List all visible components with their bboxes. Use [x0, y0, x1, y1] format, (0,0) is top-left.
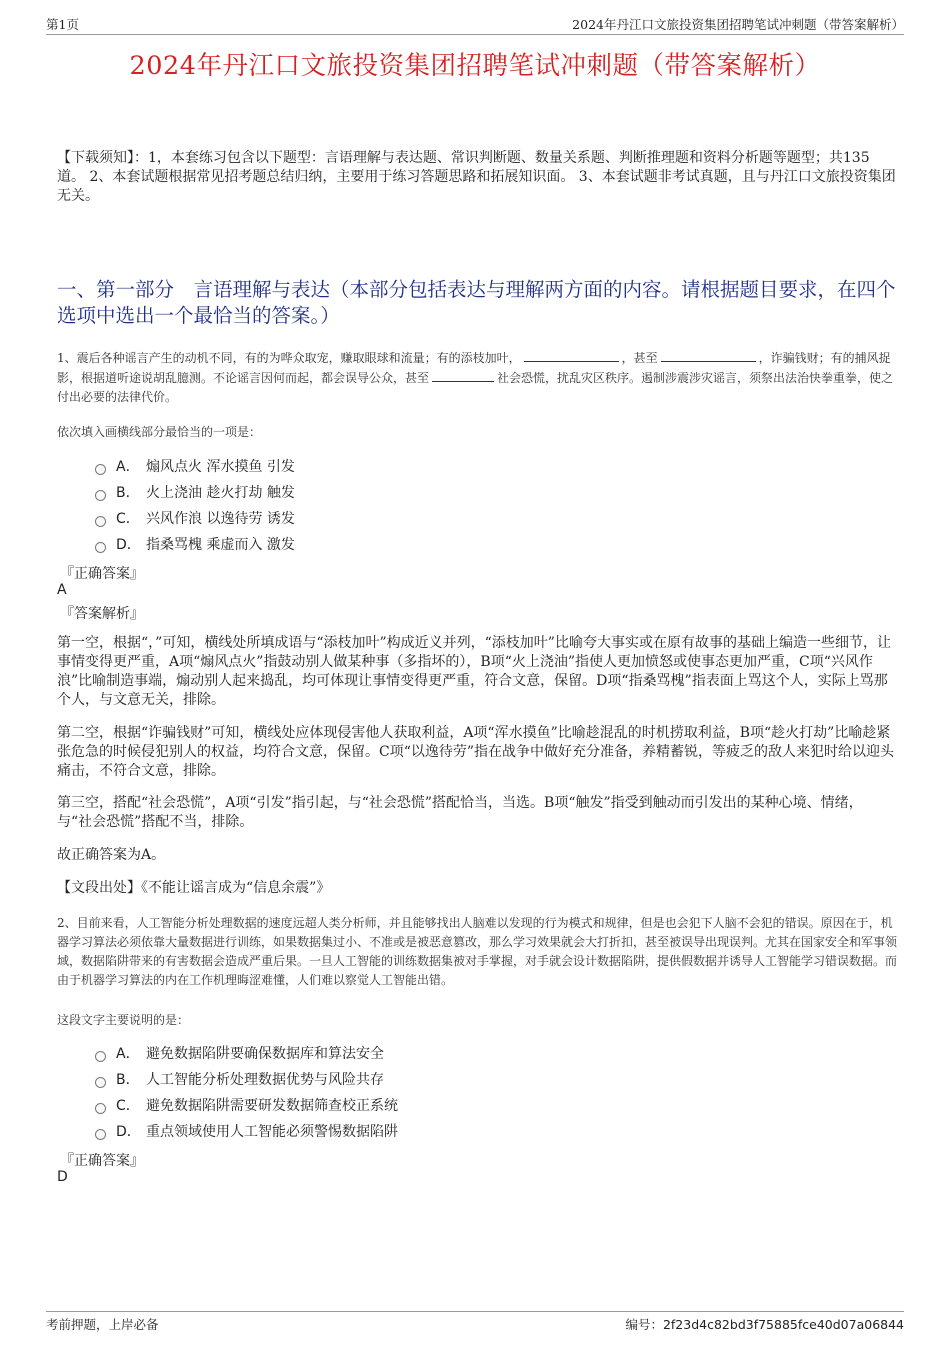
- option-c[interactable]: C． 避免数据陷阱需要研发数据筛查校正系统: [95, 1092, 795, 1118]
- blank-2: [661, 348, 756, 362]
- radio-icon[interactable]: [95, 1129, 106, 1140]
- option-d[interactable]: D． 指桑骂槐 乘虚而入 激发: [95, 531, 795, 557]
- blank-1: [524, 348, 619, 362]
- text-source: 【文段出处】《不能让谣言成为“信息余震”》: [57, 880, 331, 896]
- header-doc-title: 2024年丹江口文旅投资集团招聘笔试冲刺题（带答案解析）: [572, 17, 904, 32]
- document-code: 编号：2f23d4c82bd3f75885fce40d07a06844: [625, 1317, 904, 1332]
- radio-icon[interactable]: [95, 542, 106, 553]
- radio-icon[interactable]: [95, 1077, 106, 1088]
- answer-label: 『正确答案』: [60, 566, 144, 582]
- footer-slogan: 考前押题，上岸必备: [46, 1317, 159, 1332]
- answer-label: 『正确答案』: [60, 1153, 144, 1169]
- document-title: 2024年丹江口文旅投资集团招聘笔试冲刺题（带答案解析）: [129, 51, 821, 81]
- page-header: [46, 14, 904, 35]
- question-1-options: [95, 453, 795, 557]
- question-2-text: 2、目前来看，人工智能分析处理数据的速度远超人类分析师，并且能够找出人脑难以发现的行为模式和规律，但是也会犯下人脑不会犯的错误。原因在于，机器学习算法必须依靠大量数据进行训练，如果数据集过小、不准或是被恶意篡改，那么学习效果就会大打折扣，甚至被误导出现误判。尤其在国家安全和军事领域，数据陷阱带来的有害数据会造成严重后果。一旦人工智能的训练数据集被对手掌握，对手就会设计数据陷阱，提供假数据并诱导人工智能学习错误数据。而由于机器学习算法的内在工作机理晦涩难懂，人们难以察觉人工智能出错。: [57, 916, 898, 987]
- answer-value: D: [57, 1169, 68, 1185]
- option-b[interactable]: B． 人工智能分析处理数据优势与风险共存: [95, 1066, 795, 1092]
- option-c[interactable]: C． 兴风作浪 以逸待劳 诱发: [95, 505, 795, 531]
- question-2-prompt: 这段文字主要说明的是：: [57, 1013, 190, 1027]
- radio-icon[interactable]: [95, 1103, 106, 1114]
- question-1-text: 1、震后各种谣言产生的动机不同，有的为哗众取宠，赚取眼球和流量；有的添枝加叶， ，甚至 ，诈骗钱财；有的捕风捉影，根据道听途说胡乱臆测。不论谣言因何而起，都会误导公众，甚至 社会恐慌，扰乱灾区秩序。遏制涉震涉灾谣言，须祭出法治快拳重拳，使之付出必要的法律代价。: [57, 348, 897, 407]
- radio-icon[interactable]: [95, 1051, 106, 1062]
- radio-icon[interactable]: [95, 516, 106, 527]
- analysis-label: 『答案解析』: [60, 606, 144, 622]
- section-title: 一、第一部分 言语理解与表达（本部分包括表达与理解两方面的内容。请根据题目要求，在四个选项中选出一个最恰当的答案。）: [57, 278, 896, 327]
- download-notice: 【下载须知】：1，本套练习包含以下题型：言语理解与表达题、常识判断题、数量关系题、判断推理题和资料分析题等题型；共135道。 2、本套试题根据常见招考题总结归纳，主要用于练习答题思路和拓展知识面。 3、本套试题非考试真题，且与丹江口文旅投资集团无关。: [57, 150, 896, 204]
- answer-value: A: [57, 582, 67, 598]
- analysis-paragraph: 第三空，搭配“社会恐慌”，A项“引发”指引起，与“社会恐慌”搭配恰当，当选。B项“触发”指受到触动而引发出的某种心境、情绪，与“社会恐慌”搭配不当，排除。: [57, 795, 863, 830]
- page-number: 第1页: [46, 17, 79, 32]
- option-a[interactable]: A． 煽风点火 浑水摸鱼 引发: [95, 453, 795, 479]
- option-a[interactable]: A． 避免数据陷阱要确保数据库和算法安全: [95, 1040, 795, 1066]
- page-footer: [46, 1311, 904, 1332]
- analysis-conclusion: 故正确答案为A。: [57, 847, 166, 863]
- option-b[interactable]: B． 火上浇油 趁火打劫 触发: [95, 479, 795, 505]
- analysis-paragraph: 第二空，根据“诈骗钱财”可知，横线处应体现侵害他人获取利益，A项“浑水摸鱼”比喻趁混乱的时机捞取利益，B项“趁火打劫”比喻趁紧张危急的时候侵犯别人的权益，均符合文意，保留。C项“以逸待劳”指在战争中做好充分准备，养精蓄锐，等疲乏的敌人来犯时给以迎头痛击，不符合文意，排除。: [57, 725, 895, 779]
- question-2-options: [95, 1040, 795, 1144]
- blank-3: [432, 368, 494, 382]
- question-1-prompt: 依次填入画横线部分最恰当的一项是：: [57, 425, 262, 439]
- option-d[interactable]: D． 重点领域使用人工智能必须警惕数据陷阱: [95, 1118, 795, 1144]
- radio-icon[interactable]: [95, 464, 106, 475]
- analysis-paragraph: 第一空，根据“，”可知，横线处所填成语与“添枝加叶”构成近义并列，“添枝加叶”比喻夸大事实或在原有故事的基础上编造一些细节，让事情变得更严重，A项“煽风点火”指鼓动别人做某种事（多指坏的），B项“火上浇油”指使人更加愤怒或使事态更加严重，C项“兴风作浪”比喻制造事端，煽动别人起来捣乱，均可体现让事情变得更严重，符合文意，保留。D项“指桑骂槐”指表面上骂这个人，实际上骂那个人，与文意无关，排除。: [57, 635, 891, 708]
- radio-icon[interactable]: [95, 490, 106, 501]
